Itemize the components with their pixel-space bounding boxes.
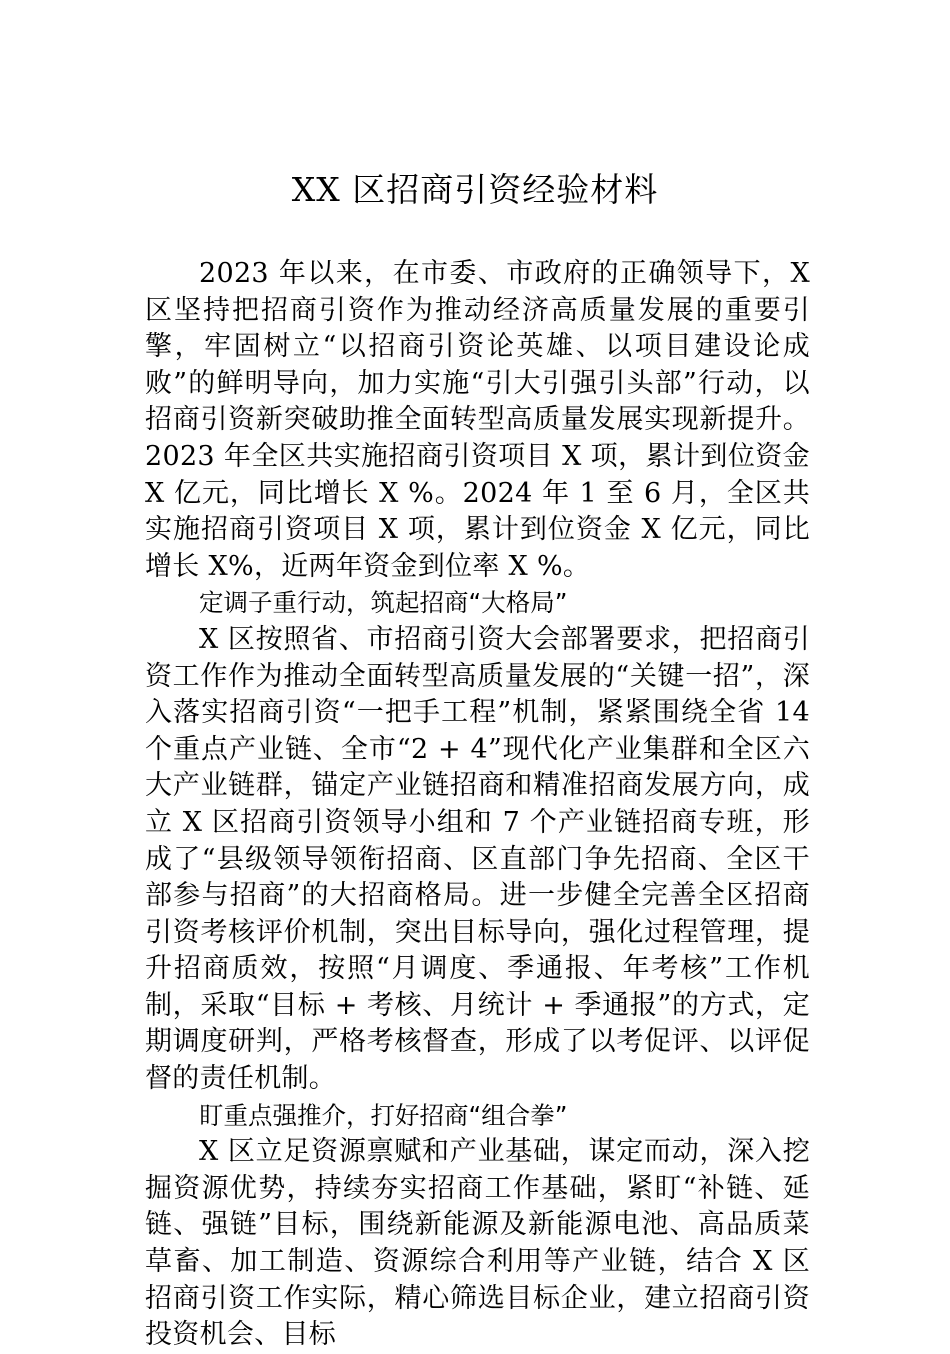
document-body [145, 256, 810, 1354]
section-1-paragraph: X 区按照省、市招商引资大会部署要求，把招商引资工作作为推动全面转型高质量发展的“关键一招”，深入落实招商引资“一把手工程”机制，紧紧围绕全省 14 个重点产业链、全市“2 + 4”现代化产业集群和全区六大产业链群，锚定产业链招商和精准招商发展方向，成立 X 区招商引资领导小组和 7 个产业链招商专班，形成了“县级领导领衔招商、区直部门争先招商、全区干部参与招商”的大招商格局。进一步健全完善全区招商引资考核评价机制，突出目标导向，强化过程管理，提升招商质效，按照“月调度、季通报、年考核”工作机制，采取“目标 + 考核、月统计 + 季通报”的方式，定期调度研判，严格考核督查，形成了以考促评、以评促督的责任机制。 [145, 623, 810, 1095]
section-heading-2: 盯重点强推介，打好招商“组合拳” [199, 1100, 568, 1130]
section-2-paragraph: X 区立足资源禀赋和产业基础，谋定而动，深入挖掘资源优势，持续夯实招商工作基础，紧盯“补链、延链、强链”目标，围绕新能源及新能源电池、高品质菜草畜、加工制造、资源综合利用等产业链，结合 X 区招商引资工作实际，精心筛选目标企业，建立招商引资投资机会、目标 [145, 1136, 810, 1351]
document-title: XX 区招商引资经验材料 [291, 170, 659, 209]
intro-paragraph: 2023 年以来，在市委、市政府的正确领导下，X 区坚持把招商引资作为推动经济高质量发展的重要引擎，牢固树立“以招商引资论英雄、以项目建设论成败”的鲜明导向，加力实施“引大引强引头部”行动，以招商引资新突破助推全面转型高质量发展实现新提升。2023 年全区共实施招商引资项目 X 项，累计到位资金 X 亿元，同比增长 X %。2024 年 1 至 6 月，全区共实施招商引资项目 X 项，累计到位资金 X 亿元，同比增长 X%，近两年资金到位率 X %。 [145, 258, 810, 582]
section-heading-1: 定调子重行动，筑起招商“大格局” [199, 588, 568, 618]
